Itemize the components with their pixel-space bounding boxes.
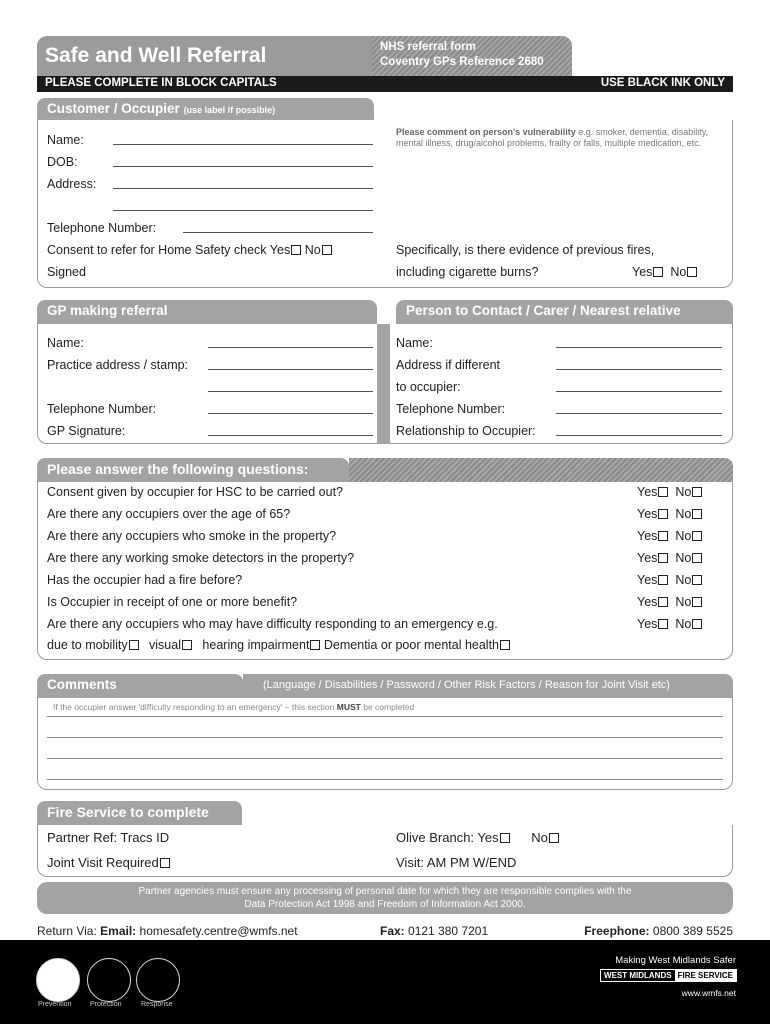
question-yes-label: Yes (637, 529, 658, 543)
question-options (637, 573, 702, 587)
joint-visit-checkbox[interactable] (160, 858, 170, 868)
comments-line-3[interactable] (47, 758, 723, 759)
question-no-label: No (675, 529, 692, 543)
brand-logo (600, 969, 737, 982)
gp-signature-field[interactable] (208, 435, 373, 436)
question-no-checkbox[interactable] (692, 531, 702, 541)
previous-fires-line1: Specifically, is there evidence of previous fires, (396, 243, 655, 257)
customer-telephone-field[interactable] (183, 232, 373, 233)
question-options (637, 529, 702, 543)
data-protection-notice (37, 882, 733, 914)
instruction-end: be completed (363, 702, 415, 712)
consent-no-label: No (304, 243, 321, 257)
customer-heading-note: (use label if possible) (183, 105, 276, 115)
contact-address-label-2: to occupier: (396, 380, 461, 394)
joint-visit-label: Joint Visit Required (47, 855, 159, 870)
contact-address-field-1[interactable] (556, 369, 722, 370)
visit-options-label: Visit: AM PM W/END (396, 855, 517, 870)
website-link[interactable]: www.wmfs.net (681, 988, 736, 998)
contact-address-field-2[interactable] (556, 391, 722, 392)
signed-label: Signed (47, 265, 86, 279)
hearing-checkbox[interactable] (310, 640, 320, 650)
contact-relationship-field[interactable] (556, 435, 722, 436)
question-no-label: No (675, 573, 692, 587)
question-text: Are there any occupiers over the age of 65? (47, 507, 291, 521)
protection-circle-icon (87, 958, 131, 1002)
gp-practice-label: Practice address / stamp: (47, 358, 189, 372)
gp-practice-field-1[interactable] (208, 369, 373, 370)
comments-line-1[interactable] (47, 716, 723, 717)
question-text: Are there any occupiers who may have difficulty responding to an emergency e.g. (47, 617, 498, 631)
customer-address-field-1[interactable] (113, 188, 373, 189)
question-text: Are there any working smoke detectors in the property? (47, 551, 355, 565)
protection-label: Protection (90, 1001, 122, 1008)
nhs-reference (372, 36, 572, 76)
return-label: Return Via: (37, 924, 97, 938)
fax-label: Fax: (380, 924, 405, 938)
questions-heading-band (349, 458, 733, 482)
olive-no-label: No (531, 830, 548, 845)
contact-relationship-label: Relationship to Occupier: (396, 424, 536, 438)
instruction-text: If the occupier answer 'difficulty responding to an emergency' – this section (53, 702, 335, 712)
question-no-checkbox[interactable] (692, 509, 702, 519)
consent-no-checkbox[interactable] (322, 245, 332, 255)
question-yes-checkbox[interactable] (658, 575, 668, 585)
nhs-line-1: NHS referral form (380, 41, 476, 53)
return-fax (380, 924, 488, 938)
block-capitals-note: PLEASE COMPLETE IN BLOCK CAPITALS (45, 77, 277, 89)
question-text: Consent given by occupier for HSC to be carried out? (47, 485, 343, 499)
hearing-label: hearing impairment (202, 638, 310, 652)
gp-name-label: Name: (47, 336, 84, 350)
response-circle-icon (136, 958, 180, 1002)
question-yes-label: Yes (637, 573, 658, 587)
instruction-must: MUST (336, 702, 361, 712)
question-no-label: No (675, 551, 692, 565)
question-yes-label: Yes (637, 595, 658, 609)
customer-telephone-label: Telephone Number: (47, 221, 157, 235)
question-text: Has the occupier had a fire before? (47, 573, 243, 587)
notice-line-2: Data Protection Act 1998 and Freedom of Information Act 2000. (244, 899, 526, 910)
consent-label (47, 243, 332, 257)
fires-no-label: No (670, 265, 687, 279)
vulnerability-note (396, 127, 726, 149)
question-yes-label: Yes (637, 551, 658, 565)
customer-name-field[interactable] (113, 144, 373, 145)
question-no-checkbox[interactable] (692, 553, 702, 563)
questions-heading: Please answer the following questions: (37, 458, 349, 482)
difficulty-options (47, 638, 510, 652)
question-no-label: No (675, 595, 692, 609)
email-link[interactable]: homesafety.centre@wmfs.net (139, 924, 298, 938)
notice-line-1: Partner agencies must ensure any processing of personal date for which they are responsible complies with the (138, 886, 632, 897)
joint-visit (47, 855, 170, 870)
slogan: Making West Midlands Safer (615, 955, 736, 966)
prevention-label: Prevention (38, 1001, 72, 1008)
fires-yes-checkbox[interactable] (653, 267, 663, 277)
customer-name-label: Name: (47, 133, 84, 147)
question-no-checkbox[interactable] (692, 619, 702, 629)
comments-instruction (53, 702, 414, 712)
question-text: Are there any occupiers who smoke in the property? (47, 529, 337, 543)
question-yes-checkbox[interactable] (658, 531, 668, 541)
question-options (637, 551, 702, 565)
gp-practice-field-2[interactable] (208, 391, 373, 392)
consent-text: Consent to refer for Home Safety check (47, 243, 267, 257)
question-yes-checkbox[interactable] (658, 619, 668, 629)
question-options (637, 595, 702, 609)
contact-section-heading: Person to Contact / Carer / Nearest relative (396, 300, 733, 324)
customer-dob-field[interactable] (113, 166, 373, 167)
nhs-line-2: Coventry GPs Reference 2680 (380, 56, 544, 68)
email-label: Email: (100, 924, 137, 938)
question-no-label: No (675, 507, 692, 521)
section-divider (377, 324, 390, 444)
question-yes-label: Yes (637, 617, 658, 631)
comments-heading: Comments (37, 674, 243, 698)
customer-address-label: Address: (47, 177, 97, 191)
brand-right: FIRE SERVICE (675, 970, 736, 981)
gp-signature-label: GP Signature: (47, 424, 126, 438)
question-options (637, 617, 702, 631)
vulnerability-examples: e.g. smoker, dementia, disability, mental illness, drug/alcohol problems, frailty or falls, multiple medication, etc. (396, 127, 709, 148)
prevention-circle-icon (36, 958, 80, 1002)
return-email (37, 924, 298, 938)
gp-section-heading: GP making referral (37, 300, 377, 324)
question-yes-checkbox[interactable] (658, 553, 668, 563)
question-no-checkbox[interactable] (692, 487, 702, 497)
comments-line-4[interactable] (47, 779, 723, 780)
question-options (637, 507, 702, 521)
dementia-checkbox[interactable] (500, 640, 510, 650)
olive-yes-checkbox[interactable] (500, 833, 510, 843)
comments-note: (Language / Disabilities / Password / Other Risk Factors / Reason for Joint Visit etc) (243, 674, 733, 698)
question-yes-checkbox[interactable] (658, 509, 668, 519)
previous-fires-options (632, 265, 697, 279)
contact-telephone-label: Telephone Number: (396, 402, 506, 416)
footer (0, 940, 770, 1024)
fax-number: 0121 380 7201 (408, 924, 489, 938)
question-text: Is Occupier in receipt of one or more benefit? (47, 595, 298, 609)
olive-branch (396, 830, 559, 845)
consent-yes-label: Yes (269, 243, 291, 257)
visual-checkbox[interactable] (182, 640, 192, 650)
question-no-checkbox[interactable] (692, 575, 702, 585)
question-options (637, 485, 702, 499)
instructions-bar (37, 76, 733, 92)
question-no-label: No (675, 485, 692, 499)
form-title: Safe and Well Referral (37, 36, 372, 76)
question-yes-checkbox[interactable] (658, 487, 668, 497)
brand-left: WEST MIDLANDS (604, 971, 672, 980)
mobility-label: due to mobility (47, 638, 128, 652)
gp-telephone-field[interactable] (208, 413, 373, 414)
dementia-label: Dementia or poor mental health (323, 638, 500, 652)
customer-heading: Customer / Occupier (47, 101, 180, 116)
comments-line-2[interactable] (47, 737, 723, 738)
contact-name-label: Name: (396, 336, 433, 350)
gp-telephone-label: Telephone Number: (47, 402, 157, 416)
mobility-checkbox[interactable] (129, 640, 139, 650)
gp-name-field[interactable] (208, 347, 373, 348)
partner-ref-label: Partner Ref: Tracs ID (47, 830, 170, 845)
question-yes-label: Yes (637, 507, 658, 521)
response-label: Response (141, 1001, 173, 1008)
question-yes-label: Yes (637, 485, 658, 499)
contact-name-field[interactable] (556, 347, 722, 348)
return-freephone (584, 924, 733, 938)
black-ink-note: USE BLACK INK ONLY (600, 77, 725, 89)
fires-no-checkbox[interactable] (687, 267, 697, 277)
question-yes-checkbox[interactable] (658, 597, 668, 607)
fires-yes-label: Yes (632, 265, 653, 279)
olive-no-checkbox[interactable] (549, 833, 559, 843)
olive-branch-label: Olive Branch: Yes (396, 830, 499, 845)
question-no-label: No (675, 617, 692, 631)
fire-service-heading: Fire Service to complete (37, 801, 242, 825)
question-no-checkbox[interactable] (692, 597, 702, 607)
customer-dob-label: DOB: (47, 155, 78, 169)
consent-yes-checkbox[interactable] (291, 245, 301, 255)
customer-address-field-2[interactable] (113, 210, 373, 211)
customer-section-heading (37, 98, 374, 120)
contact-address-label-1: Address if different (396, 358, 500, 372)
freephone-number: 0800 389 5525 (652, 924, 733, 938)
vulnerability-bold: Please comment on person's vulnerability (396, 127, 576, 137)
visual-label: visual (149, 638, 181, 652)
contact-telephone-field[interactable] (556, 413, 722, 414)
previous-fires-line2: including cigarette burns? (396, 265, 539, 279)
freephone-label: Freephone: (584, 924, 650, 938)
